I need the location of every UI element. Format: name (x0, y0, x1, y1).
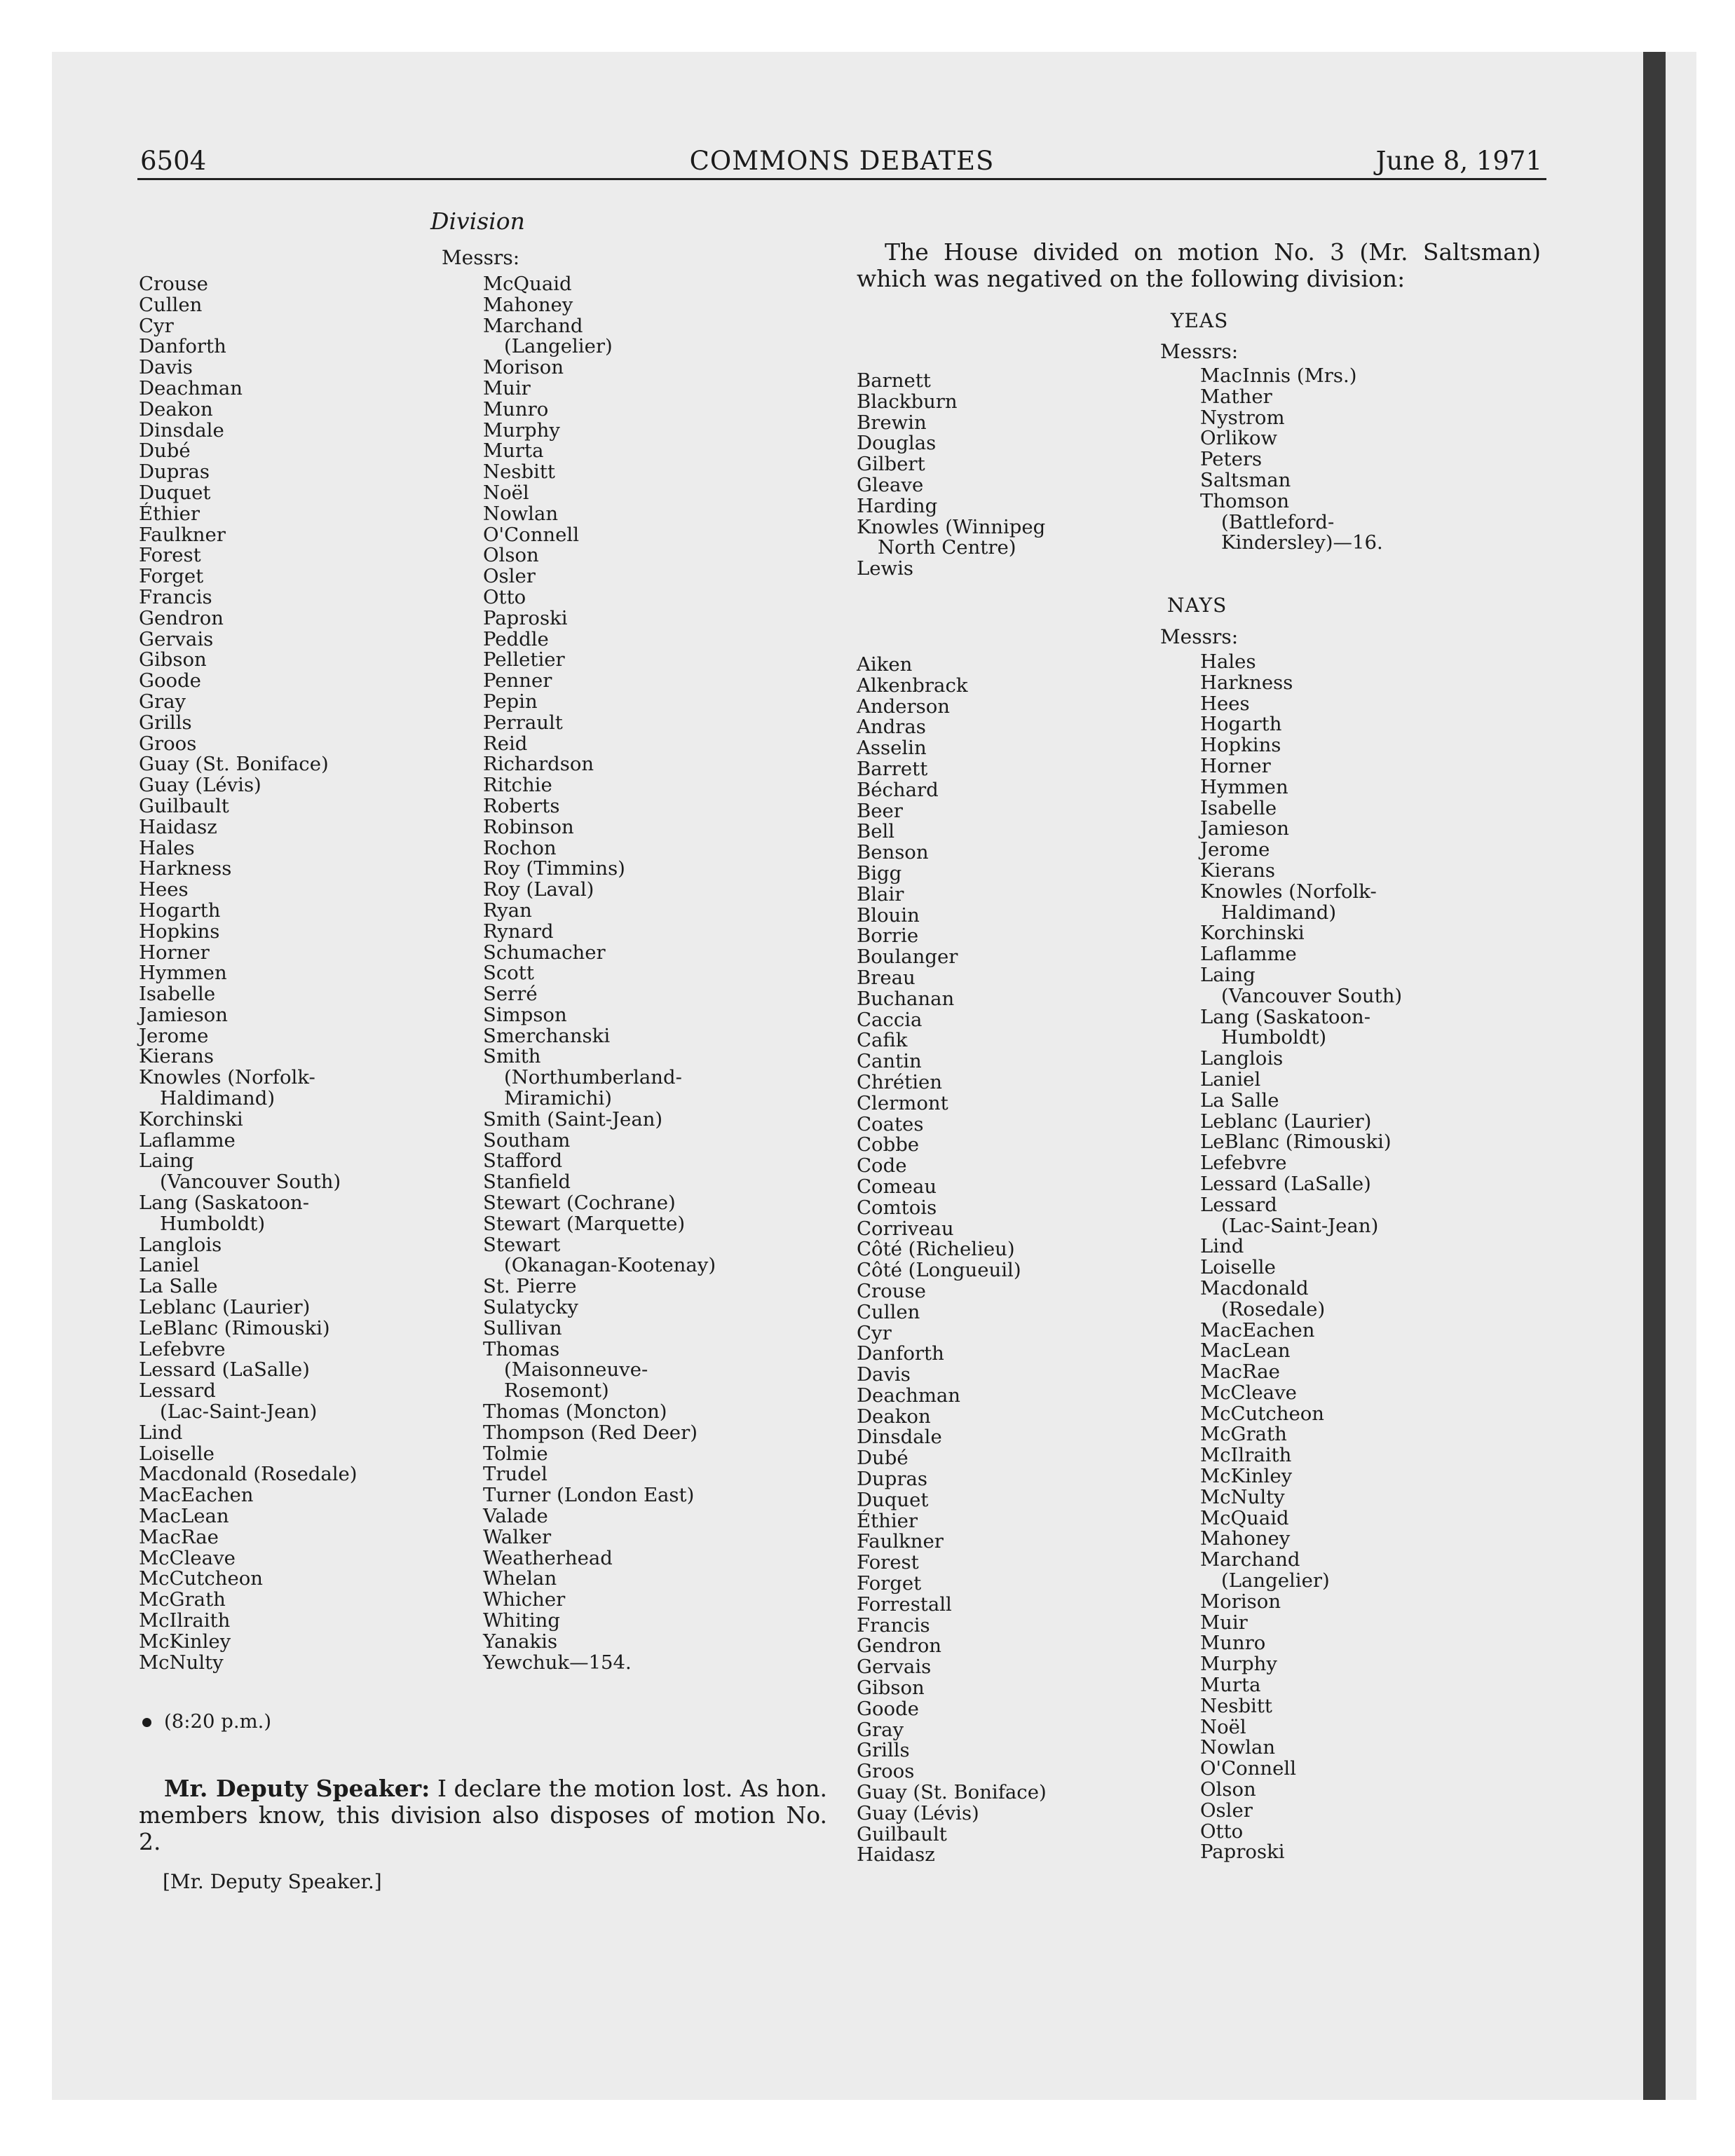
member-name: Hales (1200, 650, 1256, 673)
member-name: Pepin (483, 690, 538, 713)
member-name: Langlois (1200, 1047, 1284, 1070)
member-name: North Centre) (878, 536, 1016, 559)
member-name: Deakon (139, 397, 213, 421)
member-name: Humboldt) (160, 1212, 266, 1235)
member-name: Deachman (139, 376, 243, 400)
member-name: (Northumberland- (504, 1066, 682, 1089)
member-name: Groos (857, 1760, 915, 1783)
speaker-note: [Mr. Deputy Speaker.] (163, 1870, 382, 1893)
member-name: Éthier (139, 502, 200, 525)
member-name: Rynard (483, 920, 554, 943)
member-name: McQuaid (483, 273, 572, 295)
member-name: Kindersley)—16. (1221, 531, 1383, 554)
member-name: Nowlan (1200, 1736, 1276, 1759)
member-name: Comtois (857, 1196, 937, 1219)
member-name: MacEachen (139, 1484, 254, 1507)
deputy-speaker-statement (139, 1775, 827, 1855)
member-name: Macdonald (1200, 1276, 1309, 1299)
member-name: Stewart (Marquette) (483, 1212, 686, 1235)
member-name: Schumacher (483, 941, 606, 964)
yeas-column-a (857, 371, 1045, 580)
member-name: (Lac-Saint-Jean) (1221, 1214, 1379, 1237)
member-name: Murphy (483, 418, 560, 442)
member-name: Peddle (483, 627, 549, 650)
member-name: Turner (London East) (483, 1484, 695, 1507)
member-name: Danforth (139, 335, 226, 358)
member-name: Haldimand) (160, 1087, 275, 1110)
member-name: Cullen (857, 1300, 920, 1323)
member-name: McCleave (1200, 1381, 1297, 1404)
member-name: Murphy (1200, 1653, 1277, 1676)
member-name: Gray (139, 690, 186, 713)
member-name: Perrault (483, 711, 563, 734)
member-name: Jerome (139, 1024, 209, 1047)
member-name: Barrett (857, 757, 928, 780)
member-name: Yanakis (483, 1630, 558, 1653)
member-name: Guay (Lévis) (139, 774, 261, 797)
member-name: McCutcheon (1200, 1402, 1325, 1425)
member-name: McCutcheon (139, 1567, 264, 1590)
member-name: Andras (857, 716, 926, 739)
member-name: Lind (1200, 1235, 1244, 1258)
division-title: Division (430, 207, 525, 235)
member-name: Whiting (483, 1609, 560, 1632)
member-name: Valade (483, 1505, 548, 1528)
member-name: Southam (483, 1128, 571, 1152)
time-marker (142, 1710, 271, 1733)
member-name: O'Connell (483, 523, 579, 546)
member-name: Brewin (857, 411, 927, 434)
member-name: (Rosedale) (1221, 1297, 1326, 1321)
member-name: Macdonald (Rosedale) (139, 1463, 358, 1486)
member-name: Jamieson (139, 1003, 228, 1026)
member-name: O'Connell (1200, 1757, 1296, 1780)
member-name: Alkenbrack (857, 674, 968, 697)
yeas-heading: YEAS (1171, 309, 1229, 332)
member-name: Jamieson (1200, 817, 1289, 840)
member-name: Sullivan (483, 1316, 562, 1339)
member-name: Goode (857, 1697, 919, 1720)
member-name: Gendron (139, 606, 224, 629)
member-name: LeBlanc (Rimouski) (1200, 1131, 1392, 1154)
member-name: Lefebvre (1200, 1152, 1287, 1175)
member-name: Duquet (857, 1488, 929, 1511)
member-name: Munro (483, 397, 549, 421)
member-name: Walker (483, 1525, 552, 1548)
member-name: Caccia (857, 1008, 923, 1031)
member-name: Olson (1200, 1778, 1256, 1801)
member-name: McGrath (1200, 1423, 1287, 1446)
member-name: Richardson (483, 753, 594, 776)
member-name: Dubé (857, 1447, 909, 1470)
member-name: Forest (139, 544, 201, 567)
member-name: Weatherhead (483, 1546, 613, 1569)
member-name: Cyr (139, 314, 174, 337)
member-name: Gendron (857, 1635, 941, 1658)
member-name: Leblanc (Laurier) (139, 1296, 311, 1319)
member-name: La Salle (1200, 1089, 1279, 1112)
member-name: Reid (483, 732, 528, 755)
member-name: (Okanagan-Kootenay) (504, 1254, 716, 1277)
member-name: Crouse (857, 1279, 926, 1302)
member-name: McNulty (139, 1651, 224, 1674)
member-name: Muir (1200, 1611, 1248, 1634)
member-name: Thomas (483, 1337, 560, 1360)
member-name: Lang (Saskatoon- (1200, 1005, 1371, 1028)
member-name: Lessard (139, 1379, 216, 1403)
member-name: Korchinski (139, 1107, 243, 1131)
member-name: Code (857, 1154, 907, 1178)
member-name: Jerome (1200, 838, 1270, 861)
member-name: Smith (483, 1045, 541, 1068)
member-name: Muir (483, 376, 531, 400)
division-column-a (139, 274, 358, 1673)
member-name: Penner (483, 669, 552, 692)
member-name: Thompson (Red Deer) (483, 1421, 698, 1444)
member-name: Knowles (Winnipeg (857, 515, 1046, 538)
member-name: Corriveau (857, 1217, 954, 1240)
member-name: Côté (Richelieu) (857, 1238, 1015, 1261)
member-name: Forrestall (857, 1592, 952, 1616)
member-name: Haldimand) (1221, 901, 1337, 924)
member-name: Gervais (139, 627, 214, 650)
member-name: Orlikow (1200, 427, 1278, 450)
member-name: Guay (St. Boniface) (857, 1781, 1047, 1804)
member-name: Aiken (857, 653, 913, 676)
member-name: Hopkins (1200, 734, 1281, 757)
member-name: Smerchanski (483, 1024, 611, 1047)
member-name: (Langelier) (504, 335, 613, 358)
member-name: (Vancouver South) (1221, 984, 1403, 1007)
member-name: McNulty (1200, 1485, 1285, 1508)
member-name: Morison (1200, 1590, 1281, 1613)
member-name: Morison (483, 356, 564, 379)
member-name: Stanfield (483, 1171, 571, 1194)
member-name: Laflamme (139, 1128, 236, 1152)
member-name: Mahoney (483, 293, 573, 316)
member-name: Borrie (857, 925, 919, 948)
member-name: Nystrom (1200, 406, 1285, 429)
member-name: Horner (139, 941, 210, 964)
member-name: LeBlanc (Rimouski) (139, 1316, 330, 1339)
member-name: Gervais (857, 1656, 932, 1679)
member-name: Osler (1200, 1799, 1253, 1822)
member-name: Rosemont) (504, 1379, 609, 1403)
member-name: Clermont (857, 1091, 948, 1114)
member-name: McIlraith (139, 1609, 231, 1632)
member-name: Murta (483, 439, 544, 463)
member-name: Knowles (Norfolk- (1200, 880, 1377, 903)
member-name: Serré (483, 983, 538, 1006)
member-name: Faulkner (857, 1530, 944, 1553)
member-name: Cantin (857, 1050, 922, 1073)
speaker-name: Mr. Deputy Speaker: (164, 1775, 430, 1802)
member-name: Hymmen (1200, 775, 1288, 798)
member-name: Miramichi) (504, 1087, 613, 1110)
member-name: MacLean (1200, 1339, 1291, 1363)
member-name: Davis (139, 356, 193, 379)
member-name: Dinsdale (139, 418, 224, 442)
member-name: Sulatycky (483, 1296, 578, 1319)
member-name: Francis (857, 1613, 930, 1637)
page-number: 6504 (140, 146, 207, 176)
member-name: Laflamme (1200, 943, 1297, 966)
member-name: Laing (139, 1149, 194, 1173)
member-name: (Battleford- (1221, 510, 1335, 533)
member-name: Béchard (857, 778, 939, 801)
member-name: Noël (483, 481, 529, 504)
member-name: Duquet (139, 481, 211, 504)
member-name: MacInnis (Mrs.) (1200, 364, 1357, 387)
member-name: Whicher (483, 1588, 566, 1611)
member-name: (Langelier) (1221, 1569, 1330, 1592)
member-name: Haidasz (139, 815, 217, 838)
member-name: Francis (139, 585, 212, 608)
member-name: Lefebvre (139, 1337, 226, 1360)
member-name: Horner (1200, 754, 1271, 777)
member-name: Deachman (857, 1384, 961, 1407)
member-name: Rochon (483, 836, 557, 859)
member-name: (Lac-Saint-Jean) (160, 1400, 318, 1424)
member-name: Hees (1200, 692, 1250, 715)
member-name: Comeau (857, 1175, 937, 1198)
member-name: Osler (483, 565, 536, 588)
member-name: Laniel (139, 1254, 200, 1277)
member-name: Anderson (857, 695, 950, 718)
member-name: Isabelle (1200, 796, 1277, 819)
member-name: Kierans (1200, 859, 1275, 882)
nays-heading: NAYS (1167, 594, 1227, 617)
member-name: Loiselle (1200, 1256, 1276, 1279)
member-name: Cafik (857, 1029, 908, 1052)
member-name: Harkness (139, 857, 232, 880)
member-name: Davis (857, 1363, 911, 1386)
member-name: Ritchie (483, 774, 552, 797)
member-name: Forget (857, 1572, 922, 1595)
member-name: Barnett (857, 369, 931, 392)
member-name: Blair (857, 882, 904, 906)
member-name: Humboldt) (1221, 1026, 1327, 1049)
member-name: Stewart (Cochrane) (483, 1192, 676, 1215)
member-name: Dupras (139, 460, 210, 484)
member-name: MacEachen (1200, 1318, 1315, 1342)
yeas-messrs-label: Messrs: (1160, 340, 1239, 363)
division-messrs-label: Messrs: (442, 246, 520, 269)
member-name: Goode (139, 669, 201, 692)
member-name: Forest (857, 1551, 919, 1574)
member-name: Coates (857, 1112, 924, 1135)
member-name: Thomson (1200, 489, 1290, 512)
nays-column-b (1200, 652, 1402, 1863)
member-name: Mather (1200, 385, 1272, 408)
member-name: Chrétien (857, 1070, 943, 1093)
member-name: Kierans (139, 1045, 214, 1068)
member-name: Roy (Laval) (483, 878, 594, 901)
member-name: MacRae (139, 1525, 219, 1548)
member-name: Cullen (139, 293, 203, 316)
member-name: Roy (Timmins) (483, 857, 625, 880)
member-name: Lessard (LaSalle) (1200, 1172, 1371, 1195)
member-name: Guilbault (139, 794, 229, 817)
member-name: Lessard (1200, 1193, 1277, 1216)
member-name: Robinson (483, 815, 574, 838)
time-marker-text: (8:20 p.m.) (164, 1710, 272, 1733)
member-name: Gray (857, 1718, 904, 1741)
member-name: Groos (139, 732, 197, 755)
member-name: Guay (Lévis) (857, 1801, 979, 1824)
member-name: Buchanan (857, 987, 955, 1010)
member-name: Ryan (483, 899, 532, 922)
speech-text: I declare the motion lost. As hon. members know, this division also disposes of motion No. 2. (139, 1775, 827, 1855)
member-name: Tolmie (483, 1442, 548, 1465)
member-name: Peters (1200, 448, 1263, 471)
member-name: Otto (483, 585, 526, 608)
member-name: Douglas (857, 432, 937, 455)
member-name: Deakon (857, 1405, 931, 1428)
member-name: McIlraith (1200, 1444, 1292, 1467)
page-date: June 8, 1971 (1375, 146, 1542, 176)
member-name: Noël (1200, 1715, 1246, 1738)
member-name: Gibson (139, 648, 207, 671)
member-name: Smith (Saint-Jean) (483, 1107, 663, 1131)
member-name: Dinsdale (857, 1426, 942, 1449)
member-name: Munro (1200, 1632, 1266, 1655)
member-name: MacRae (1200, 1360, 1280, 1384)
member-name: Boulanger (857, 946, 958, 969)
member-name: Lessard (LaSalle) (139, 1358, 310, 1381)
member-name: Isabelle (139, 983, 216, 1006)
member-name: Lind (139, 1421, 183, 1444)
publication-title: COMMONS DEBATES (689, 146, 995, 176)
member-name: Gilbert (857, 453, 925, 476)
member-name: Haidasz (857, 1843, 935, 1867)
member-name: Nesbitt (483, 460, 555, 484)
member-name: Forget (139, 565, 204, 588)
member-name: Éthier (857, 1509, 918, 1532)
member-name: Nowlan (483, 502, 559, 525)
member-name: Beer (857, 799, 903, 822)
member-name: Otto (1200, 1820, 1244, 1843)
member-name: Asselin (857, 737, 927, 760)
member-name: Murta (1200, 1674, 1261, 1697)
scan-edge-shadow (1643, 52, 1666, 2100)
member-name: Crouse (139, 273, 208, 295)
page-header (137, 140, 1546, 180)
member-name: Nesbitt (1200, 1694, 1272, 1717)
member-name: McGrath (139, 1588, 226, 1611)
member-name: Lewis (857, 557, 913, 580)
member-name: MacLean (139, 1505, 229, 1528)
member-name: Thomas (Moncton) (483, 1400, 667, 1424)
member-name: Paproski (483, 606, 568, 629)
member-name: Pelletier (483, 648, 565, 671)
member-name: Grills (139, 711, 192, 734)
member-name: La Salle (139, 1275, 218, 1298)
member-name: Hees (139, 878, 189, 901)
member-name: Trudel (483, 1463, 547, 1486)
member-name: Harkness (1200, 671, 1293, 694)
member-name: Simpson (483, 1003, 567, 1026)
bullet-icon (142, 1718, 151, 1727)
member-name: Yewchuk—154. (483, 1651, 632, 1674)
member-name: Loiselle (139, 1442, 215, 1465)
member-name: Hopkins (139, 920, 220, 943)
member-name: Faulkner (139, 523, 226, 546)
division-column-b (483, 274, 716, 1673)
member-name: Hogarth (1200, 713, 1282, 736)
member-name: Grills (857, 1739, 910, 1762)
member-name: Hales (139, 836, 195, 859)
member-name: Guay (St. Boniface) (139, 753, 329, 776)
member-name: Benson (857, 841, 929, 864)
member-name: Korchinski (1200, 922, 1305, 945)
member-name: (Vancouver South) (160, 1171, 341, 1194)
member-name: McCleave (139, 1546, 236, 1569)
member-name: Hymmen (139, 962, 227, 985)
division-intro: The House divided on motion No. 3 (Mr. Saltsman) which was negatived on the following division: (857, 238, 1541, 292)
member-name: Olson (483, 544, 539, 567)
member-name: Breau (857, 966, 916, 989)
member-name: (Maisonneuve- (504, 1358, 648, 1381)
member-name: Marchand (483, 314, 583, 337)
member-name: Hogarth (139, 899, 221, 922)
member-name: McKinley (1200, 1465, 1293, 1488)
member-name: Gibson (857, 1677, 925, 1700)
member-name: Guilbault (857, 1822, 947, 1845)
member-name: Lang (Saskatoon- (139, 1192, 310, 1215)
member-name: McKinley (139, 1630, 231, 1653)
member-name: Saltsman (1200, 468, 1291, 491)
member-name: Dupras (857, 1468, 928, 1491)
member-name: Dubé (139, 439, 191, 463)
member-name: Scott (483, 962, 534, 985)
member-name: Harding (857, 494, 938, 517)
member-name: Paproski (1200, 1841, 1285, 1864)
member-name: Côté (Longueuil) (857, 1259, 1021, 1282)
member-name: Bell (857, 820, 895, 843)
member-name: Cyr (857, 1321, 892, 1344)
nays-column-a (857, 655, 1047, 1866)
member-name: Blackburn (857, 390, 958, 413)
member-name: Mahoney (1200, 1527, 1291, 1550)
member-name: St. Pierre (483, 1275, 577, 1298)
member-name: Blouin (857, 903, 920, 927)
yeas-column-b (1200, 366, 1383, 554)
member-name: Stewart (483, 1233, 561, 1256)
member-name: Knowles (Norfolk- (139, 1066, 315, 1089)
member-name: Laniel (1200, 1067, 1261, 1091)
member-name: Laing (1200, 963, 1256, 986)
member-name: Stafford (483, 1149, 563, 1173)
member-name: Marchand (1200, 1548, 1300, 1571)
member-name: Whelan (483, 1567, 557, 1590)
member-name: Gleave (857, 473, 924, 496)
member-name: Roberts (483, 794, 560, 817)
member-name: Danforth (857, 1342, 944, 1365)
member-name: Cobbe (857, 1133, 920, 1157)
member-name: McQuaid (1200, 1506, 1289, 1529)
nays-messrs-label: Messrs: (1160, 625, 1239, 648)
member-name: Leblanc (Laurier) (1200, 1110, 1372, 1133)
member-name: Langlois (139, 1233, 222, 1256)
member-name: Bigg (857, 861, 902, 885)
